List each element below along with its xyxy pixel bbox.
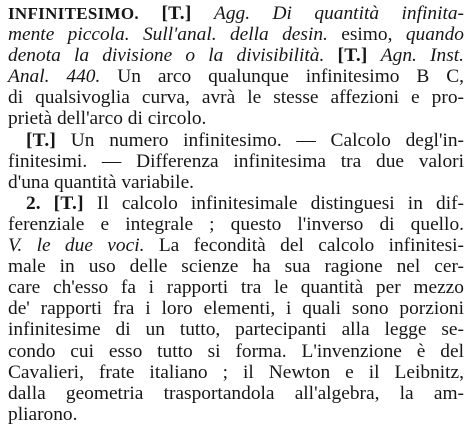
definition-text: Agg. Di quantità infinita- [213,3,464,24]
definition-text: denota la divisione o la divisibilità. [8,45,325,67]
tag-marker: [T.] [337,45,368,67]
source-citation: Agn. Inst. [380,45,464,67]
definition-text: Il calcolo infinitesimale distinguesi in dif- [96,192,464,214]
entry-line: care ch'esso fa i rapporti tra le quantità per mezzo [8,277,464,299]
entry-line: Cavalieri, frate italiano ; il Newton e il Leibnitz, [8,361,464,383]
headword: INFINITESIMO. [8,4,139,23]
definition-text: mente piccola. Sull'anal. della desin. [8,24,328,46]
entry-line: prietà dell'arco di circolo. [8,108,207,130]
tag-marker: [T.] [161,3,192,24]
entry-line: infinitesime di un tutto, partecipanti alla legge se- [8,319,464,341]
suffix-text: esimo, [341,24,393,46]
tag-marker: [T.] [53,192,84,214]
entry-line [8,235,464,256]
entry-line [8,24,464,45]
definition-text: La fecondità del calcolo infinitesi- [158,235,464,257]
definition-text: Un numero infinitesimo. — Calcolo degl'in- [70,129,464,151]
tag-marker: [T.] [26,129,57,151]
entry-line: dalla geometria trasportandola all'algebra, la am- [8,382,464,404]
definition-text: quando [405,24,464,46]
entry-line: pliarono. [8,403,78,425]
entry-line: condo cui esso tutto si forma. L'invenzione è del [8,340,464,362]
entry-line [8,193,464,214]
entry-line: d'una quantità variabile. [8,171,195,193]
entry-line [8,66,464,87]
cross-reference: V. le due voci. [8,235,145,257]
entry-line: male in uso delle scienze ha sua ragione nel cer- [8,256,464,278]
entry-line: finitesimi. — Differenza infinitesima tra due valori [8,150,464,172]
entry-line: di qualsivoglia curva, avrà le stesse affezioni e pro- [8,87,464,109]
sense-number: 2. [26,192,41,214]
quotation-text: Un arco qualunque infinitesimo B C, [117,66,464,88]
entry-line [8,45,464,66]
source-citation: Anal. 440. [8,66,101,88]
entry-line: de' rapporti fra i loro elementi, i quali sono porzioni [8,298,464,320]
entry-line [8,130,464,151]
entry-line: ferenziale e integrale ; questo l'inverso di quello. [8,213,464,235]
entry-line [8,3,464,24]
